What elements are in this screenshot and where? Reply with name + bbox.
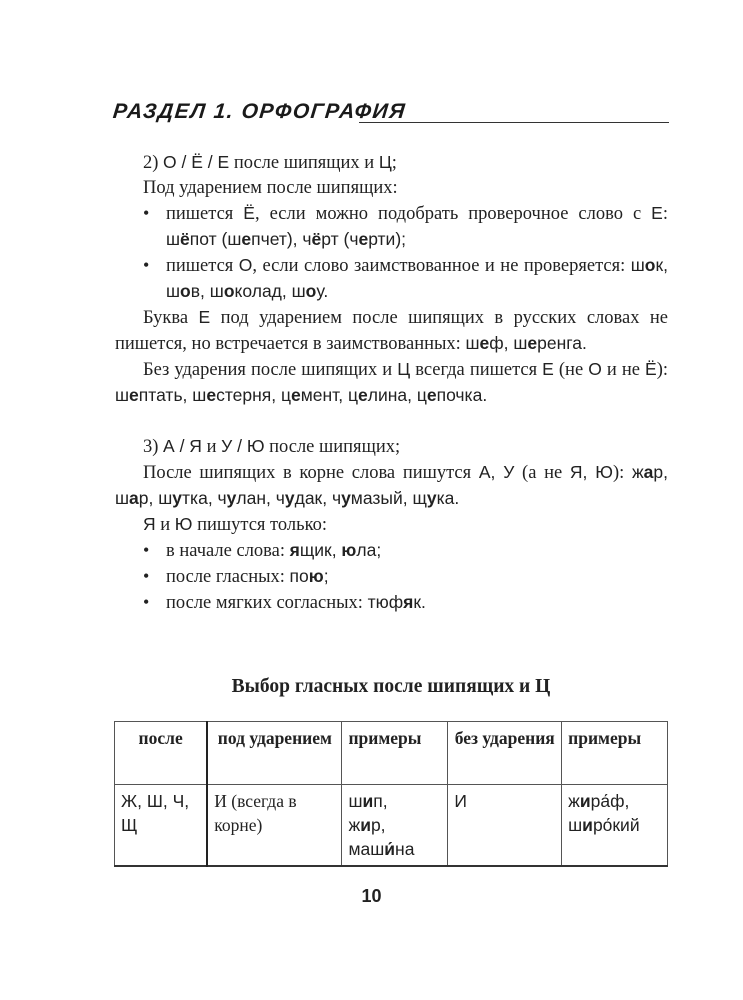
page-number: 10 <box>361 886 382 906</box>
ex-hl: е <box>358 385 368 405</box>
col-header-unstressed: без ударения <box>448 722 562 785</box>
ex: ш <box>166 281 181 301</box>
rule-text: и <box>201 437 222 457</box>
letter: Ц <box>397 359 411 379</box>
cell-unstressed <box>448 785 562 867</box>
ex: ш <box>568 815 583 835</box>
col-header-after: после <box>115 722 208 785</box>
examples <box>465 333 586 353</box>
ex-hl: е <box>241 229 252 249</box>
running-header <box>113 100 669 130</box>
ex: маш <box>348 839 385 859</box>
table-title: Выбор гласных после шипящих и Ц <box>231 676 551 697</box>
ex: почка. <box>436 385 488 405</box>
ex: тка, <box>182 488 218 508</box>
text: ): <box>656 360 668 380</box>
examples <box>368 592 426 612</box>
letter: О <box>238 255 253 275</box>
ex-hl: ю <box>341 540 357 560</box>
ex: ф, <box>489 333 514 353</box>
ex: (ш <box>216 229 242 249</box>
text: , если слово заимствованное и не проверяется: <box>252 256 631 276</box>
ex-hl: о <box>305 281 317 301</box>
ex: ш <box>158 488 173 508</box>
ex: у. <box>316 281 329 301</box>
letter: О <box>588 359 602 379</box>
ex-hl: а <box>643 462 654 482</box>
ex-hl: е <box>206 385 217 405</box>
letter: Я <box>143 514 156 534</box>
ex-hl: ё <box>180 229 190 249</box>
cell-text: И <box>454 791 467 811</box>
col-header-stressed: под ударением <box>207 722 342 785</box>
rule-letters: А / Я <box>163 436 202 456</box>
cell-unstressed-examples <box>562 785 668 867</box>
ex: щ <box>412 488 427 508</box>
ex: на <box>395 839 415 859</box>
ex-hl: у <box>172 488 183 508</box>
ex: ч <box>302 229 312 249</box>
ex: ш <box>348 791 363 811</box>
ex-hl: ё <box>311 229 322 249</box>
text: : <box>662 204 668 224</box>
ex-hl: о <box>223 281 235 301</box>
table-header-row <box>115 722 668 785</box>
ex-hl: е <box>426 385 437 405</box>
ex-hl: е <box>527 333 538 353</box>
text: , если можно подобрать проверочное слово с <box>254 204 652 224</box>
ex: ц <box>280 385 291 405</box>
ex-hl: е <box>479 333 490 353</box>
ex-hl: и <box>582 815 593 835</box>
ex: р, <box>370 815 386 835</box>
examples <box>115 385 487 405</box>
text: (не <box>553 360 589 380</box>
stressed-bullets <box>115 201 668 305</box>
ex: лина, <box>367 385 417 405</box>
ex: ч <box>217 488 227 508</box>
page-body <box>115 150 668 616</box>
ex: тюф <box>367 592 404 612</box>
ex: ш <box>630 255 645 275</box>
ex: ч <box>275 488 285 508</box>
examples <box>290 566 329 586</box>
letter: Е <box>542 359 554 379</box>
bullet-word-start <box>115 538 668 564</box>
bullet-o <box>115 253 668 305</box>
ex: рт <box>321 229 339 249</box>
text: ): <box>612 463 632 483</box>
ex: ж <box>568 791 580 811</box>
text: пишется <box>166 204 244 224</box>
ex: пот <box>189 229 217 249</box>
cell-text: И (всегда в корне) <box>214 791 297 835</box>
ex: дак, <box>294 488 332 508</box>
examples <box>166 229 406 249</box>
ex-hl: я <box>289 540 300 560</box>
ex: п, <box>373 791 388 811</box>
col-header-examples-2: примеры <box>562 722 668 785</box>
ex: ш <box>465 333 480 353</box>
text: и не <box>601 360 645 380</box>
ex: ; <box>323 566 329 586</box>
ex-hl: у <box>426 488 437 508</box>
rule-letters: У / Ю <box>221 436 265 456</box>
ex: ш <box>291 281 306 301</box>
rule-letters: О / Ё / Е <box>163 152 230 172</box>
cell-stressed-examples <box>342 785 448 867</box>
ex: р, <box>138 488 159 508</box>
ex: колад, <box>234 281 292 301</box>
ex: р, <box>653 462 669 482</box>
examples <box>290 540 382 560</box>
letter: Е <box>198 307 211 327</box>
rule-letter-ts: Ц <box>378 152 392 172</box>
ex-hl: и́ <box>384 839 396 859</box>
rule-number: 3) <box>143 437 164 457</box>
letter: Ю <box>174 514 193 534</box>
text: После шипящих в корне слова пишутся <box>143 463 479 483</box>
root-paragraph <box>115 460 668 512</box>
ex: (ч <box>338 229 359 249</box>
only-intro <box>115 512 668 538</box>
text: пишутся только: <box>192 515 328 535</box>
rule-number: 2) <box>143 153 164 173</box>
ex-hl: и <box>362 791 374 811</box>
ex: ц <box>347 385 358 405</box>
ex: ла; <box>356 540 382 560</box>
ex-hl: ю <box>308 566 324 586</box>
cell-stressed <box>207 785 342 867</box>
table-row <box>115 785 668 867</box>
ex: лан, <box>236 488 276 508</box>
ex-hl: е <box>291 385 301 405</box>
ex: ж <box>631 462 644 482</box>
spacer <box>115 409 668 434</box>
ex: ш <box>192 385 207 405</box>
rule-3-title <box>115 434 668 460</box>
letter: Ё <box>645 359 657 379</box>
unstressed-paragraph <box>115 357 668 409</box>
ex: ш <box>513 333 528 353</box>
header-rule <box>359 122 669 123</box>
bullet-after-soft <box>115 590 668 616</box>
ex-hl: о <box>644 255 656 275</box>
only-bullets <box>115 538 668 616</box>
text: под ударением после шипящих в русских словах не пишется, но встречается в заимствованных: <box>115 308 668 354</box>
ex-hl: у <box>341 488 351 508</box>
ex: ш <box>209 281 224 301</box>
ex: ка. <box>436 488 460 508</box>
ex-hl: е <box>129 385 139 405</box>
text: всегда пишется <box>410 360 543 380</box>
text: Буква <box>143 308 199 328</box>
text: после гласных: <box>166 567 290 587</box>
col-header-examples: примеры <box>342 722 448 785</box>
bullet-yo <box>115 201 668 253</box>
ex: ренга. <box>537 333 587 353</box>
vowels-table <box>114 721 668 867</box>
letter: А, У <box>478 462 515 482</box>
ex: ж <box>348 815 361 835</box>
rule-end: ; <box>391 153 397 173</box>
ex: стерня, <box>216 385 281 405</box>
text: и <box>155 515 175 535</box>
stressed-intro: Под ударением после шипящих: <box>143 178 398 198</box>
bullet-after-vowels <box>115 564 668 590</box>
ex: рти); <box>368 229 407 249</box>
ex: к, <box>655 255 668 275</box>
ex: мазый, <box>350 488 413 508</box>
text: в начале слова: <box>166 541 290 561</box>
ex-hl: и <box>360 815 371 835</box>
letter-e-paragraph <box>115 305 668 357</box>
ex-hl: о <box>180 281 191 301</box>
ex: ч <box>331 488 342 508</box>
cell-text: Ж, Ш, Ч, Щ <box>121 791 190 835</box>
ex: ш <box>166 229 181 249</box>
ex: к. <box>413 592 426 612</box>
ex: ро́кий <box>592 815 640 835</box>
text: после мягких согласных: <box>166 593 368 613</box>
ex: ц <box>416 385 427 405</box>
rule-text: после шипящих; <box>264 437 401 457</box>
rule-2-title <box>115 150 668 176</box>
ex-hl: у <box>284 488 295 508</box>
section-title: РАЗДЕЛ 1. ОРФОГРАФИЯ <box>111 100 408 123</box>
text: Без ударения после шипящих и <box>143 360 398 380</box>
ex: ш <box>115 488 130 508</box>
text: пишется <box>166 256 239 276</box>
ex-hl: и <box>579 791 591 811</box>
ex-hl: у <box>226 488 237 508</box>
ex: птать, <box>138 385 193 405</box>
ex: по <box>289 566 309 586</box>
text: (а не <box>514 463 570 483</box>
letter: Е <box>651 203 663 223</box>
ex: в, <box>190 281 210 301</box>
cell-after <box>115 785 208 867</box>
letter: Я, Ю <box>569 462 613 482</box>
ex-hl: я <box>403 592 414 612</box>
ex: пчет), <box>251 229 303 249</box>
ex-hl: а <box>129 488 139 508</box>
ex: ш <box>115 385 130 405</box>
ex: мент, <box>300 385 348 405</box>
ex: ра́ф, <box>590 791 630 811</box>
letter: Ё <box>243 203 255 223</box>
rule-text: после шипящих и <box>229 153 379 173</box>
ex: щик, <box>299 540 342 560</box>
ex-hl: е <box>358 229 369 249</box>
